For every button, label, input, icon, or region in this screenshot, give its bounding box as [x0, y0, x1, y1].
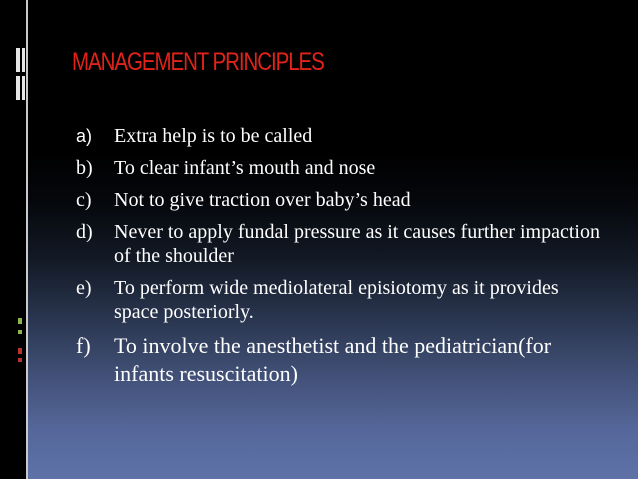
- list-item: [76, 156, 606, 180]
- list-item-text: Never to apply fundal pressure as it causes further impaction of the shoulder: [114, 221, 600, 267]
- list-item: [76, 276, 606, 324]
- decor-red-marker: [18, 348, 22, 354]
- list-marker: a): [76, 126, 93, 146]
- list-item-text: To perform wide mediolateral episiotomy as it provides space posteriorly.: [114, 277, 559, 323]
- list-marker: d): [76, 221, 93, 243]
- slide-title: MANAGEMENT PRINCIPLES: [72, 48, 324, 76]
- decor-red-marker: [18, 358, 22, 362]
- list-item: [76, 188, 606, 212]
- list-marker: c): [76, 189, 92, 211]
- list-item: [76, 124, 606, 148]
- list-marker: b): [76, 157, 93, 179]
- list-item-text: Not to give traction over baby’s head: [114, 189, 411, 211]
- list-item-text: To clear infant’s mouth and nose: [114, 157, 376, 179]
- principles-list: [76, 124, 606, 396]
- decor-block: [22, 76, 25, 100]
- sidebar-edge-line: [26, 0, 28, 479]
- list-item-text: Extra help is to be called: [114, 125, 313, 147]
- list-item: [76, 220, 606, 268]
- decor-block: [16, 76, 20, 100]
- decor-block: [16, 48, 20, 72]
- decor-block: [22, 48, 25, 72]
- decor-green-marker: [18, 318, 22, 324]
- list-marker: e): [76, 277, 92, 299]
- decor-green-marker: [18, 330, 22, 334]
- list-item-text: To involve the anesthetist and the pediatrician(for infants resuscitation): [114, 333, 552, 386]
- list-marker: f): [76, 333, 91, 358]
- list-item: [76, 332, 606, 388]
- left-sidebar-bar: [0, 0, 28, 479]
